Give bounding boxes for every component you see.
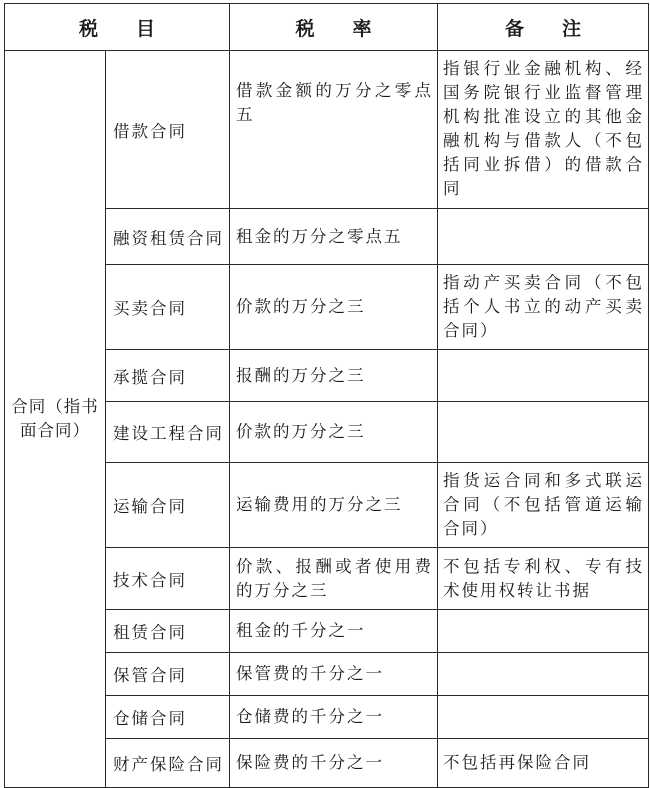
- category-cell: 合同（指书面合同）: [5, 51, 106, 788]
- row-note: [438, 402, 649, 463]
- row-rate: 价款的万分之三: [230, 402, 438, 463]
- row-rate: 租金的千分之一: [230, 610, 438, 653]
- row-note: [438, 696, 649, 739]
- row-note: 指动产买卖合同（不包括个人书立的动产买卖合同）: [438, 265, 649, 350]
- row-name: 建设工程合同: [106, 402, 230, 463]
- header-item: [5, 4, 230, 51]
- row-rate: 仓储费的千分之一: [230, 696, 438, 739]
- row-rate: 保管费的千分之一: [230, 653, 438, 696]
- row-rate: 价款、报酬或者使用费的万分之三: [230, 548, 438, 610]
- row-note: 不包括专利权、专有技术使用权转让书据: [438, 548, 649, 610]
- header-item-label: 税 目: [79, 17, 156, 40]
- row-rate: 价款的万分之三: [230, 265, 438, 350]
- row-name: 财产保险合同: [106, 739, 230, 788]
- row-rate: 保险费的千分之一: [230, 739, 438, 788]
- header-rate: [230, 4, 438, 51]
- header-note: [438, 4, 649, 51]
- table-row: [5, 51, 649, 209]
- row-rate: 借款金额的万分之零点五: [230, 51, 438, 209]
- row-name: 保管合同: [106, 653, 230, 696]
- row-note: [438, 350, 649, 402]
- row-note: 指银行业金融机构、经国务院银行业监督管理机构批准设立的其他金融机构与借款人（不包括同业拆借）的借款合同: [438, 51, 649, 209]
- header-row: [5, 4, 649, 51]
- row-note: [438, 610, 649, 653]
- row-name: 租赁合同: [106, 610, 230, 653]
- row-note: [438, 209, 649, 265]
- row-name: 借款合同: [106, 51, 230, 209]
- row-name: 仓储合同: [106, 696, 230, 739]
- header-rate-label: 税 率: [295, 17, 372, 40]
- row-name: 承揽合同: [106, 350, 230, 402]
- row-name: 技术合同: [106, 548, 230, 610]
- header-note-label: 备 注: [505, 17, 582, 40]
- row-note: 不包括再保险合同: [438, 739, 649, 788]
- row-rate: 运输费用的万分之三: [230, 463, 438, 548]
- row-rate: 报酬的万分之三: [230, 350, 438, 402]
- row-name: 买卖合同: [106, 265, 230, 350]
- row-note: 指货运合同和多式联运合同（不包括管道运输合同）: [438, 463, 649, 548]
- row-name: 运输合同: [106, 463, 230, 548]
- row-note: [438, 653, 649, 696]
- row-name: 融资租赁合同: [106, 209, 230, 265]
- stamp-tax-table: [4, 3, 649, 788]
- row-rate: 租金的万分之零点五: [230, 209, 438, 265]
